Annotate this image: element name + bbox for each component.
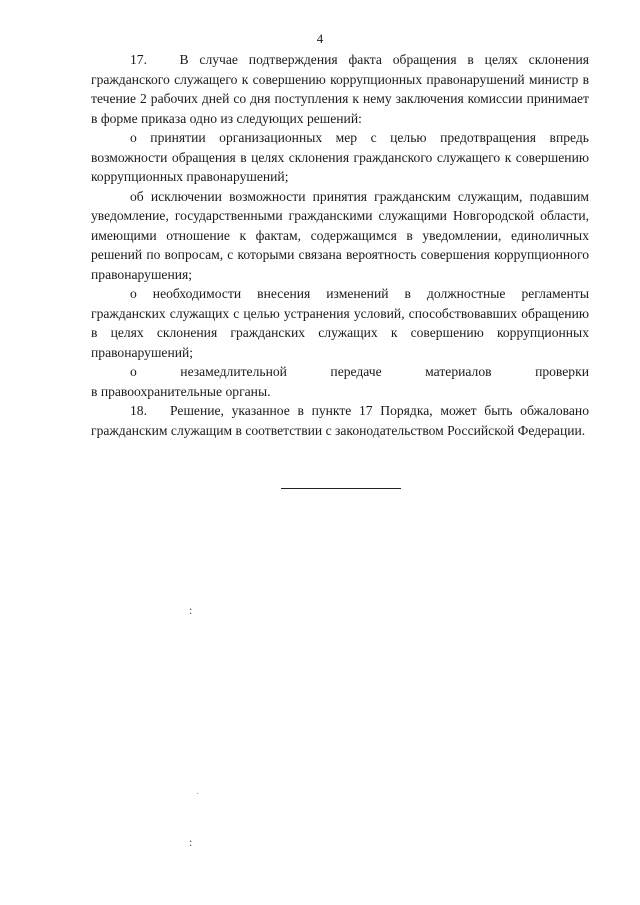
paragraph-17: 17. В случае подтверждения факта обращения в целях склонения гражданского служащего к совершению коррупционных правонарушений министр в течение 2 рабочих дней со дня поступления к нему заключения комиссии принимает в форме приказа одно из следующих решений: (91, 52, 589, 126)
end-of-text-divider (281, 488, 401, 489)
page-number: 4 (316, 31, 324, 46)
paragraph-option-1: о принятии организационных мер с целью предотвращения впредь возможности обращения в целях склонения гражданского служащего к совершению коррупционных правонарушений; (91, 130, 589, 184)
word: незамедлительной (180, 364, 287, 379)
paragraph-18: 18. Решение, указанное в пункте 17 Порядка, может быть обжаловано гражданским служащим в соответствии с законодательством Российской Федерации. (91, 403, 589, 438)
paragraph-option-3: о необходимости внесения изменений в должностные регламенты гражданских служащих с целью устранения условий, способствовавших обращению в целях склонения гражданских служащих к совершению коррупционных правонарушений; (91, 286, 589, 360)
word: проверки (535, 364, 589, 379)
word: о (130, 364, 137, 379)
paragraph-option-4-first-line (91, 362, 589, 382)
document-body (91, 50, 589, 440)
word: материалов (425, 364, 492, 379)
word: передаче (330, 364, 382, 379)
paragraph-option-2: об исключении возможности принятия гражданским служащим, подавшим уведомление, государственными гражданскими служащими Новгородской области, имеющими отношение к фактам, содержащимся в уведомлении, единоличных решений по вопросам, с которыми связана вероятность совершения коррупционного правонарушения; (91, 188, 589, 282)
scan-mark: : (189, 835, 193, 849)
scan-mark: : (189, 603, 193, 617)
paragraph-option-4-continuation: в правоохранительные органы. (91, 383, 271, 399)
scan-dot (197, 793, 198, 794)
